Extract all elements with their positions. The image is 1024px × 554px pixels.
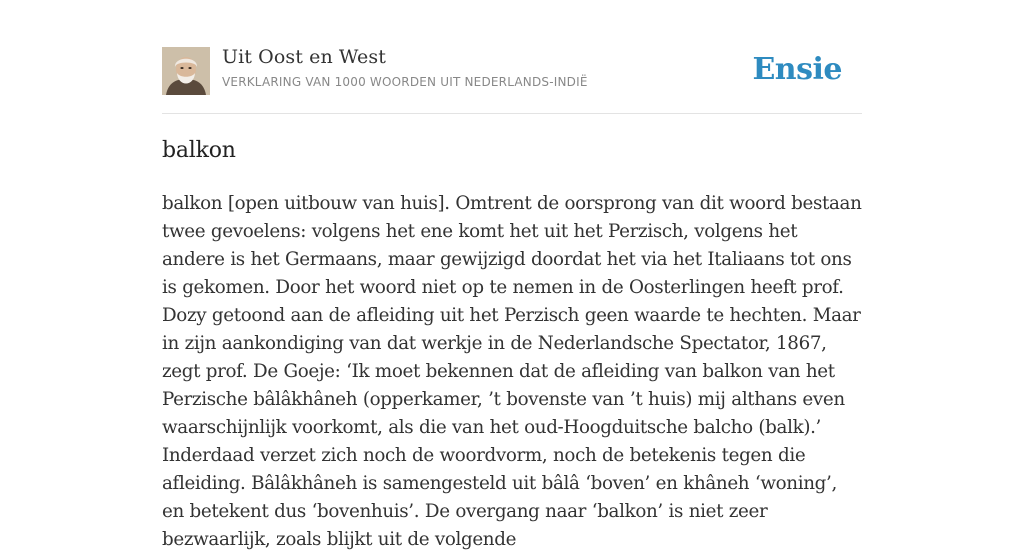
header xyxy=(162,46,862,96)
source-subtitle: VERKLARING VAN 1000 WOORDEN UIT NEDERLANDS-INDIË xyxy=(222,75,588,89)
author-portrait-icon[interactable] xyxy=(162,47,210,95)
header-divider xyxy=(162,113,862,114)
entry-title: balkon xyxy=(162,138,236,163)
ensie-logo[interactable]: Ensie xyxy=(752,52,842,87)
source-title[interactable]: Uit Oost en West xyxy=(222,46,386,68)
entry-body: balkon [open uitbouw van huis]. Omtrent de oorsprong van dit woord bestaan twee gevoelens: volgens het ene komt het uit het Perzisch, volgens het andere is het Germaans, maar gewijzigd doordat het via het Italiaans tot ons is gekomen. Door het woord niet op te nemen in de Oosterlingen heeft prof. Dozy getoond aan de afleiding uit het Perzisch geen waarde te hechten. Maar in zijn aankondiging van dat werkje in de Nederlandsche Spectator, 1867, zegt prof. De Goeje: ‘Ik moet bekennen dat de afleiding van balkon van het Perzische bâlâkhâneh (opperkamer, ’t bovenste van ’t huis) mij althans even waarschijnlijk voorkomt, als die van het oud-Hoogduitsche balcho (balk).’ Inderdaad verzet zich noch de woordvorm, noch de betekenis tegen die afleiding. Bâlâkhâneh is samengesteld uit bâlâ ‘boven’ en khâneh ‘woning’, en betekent dus ‘bovenhuis’. De overgang naar ‘balkon’ is niet zeer bezwaarlijk, zoals blijkt uit de volgende xyxy=(162,193,862,550)
